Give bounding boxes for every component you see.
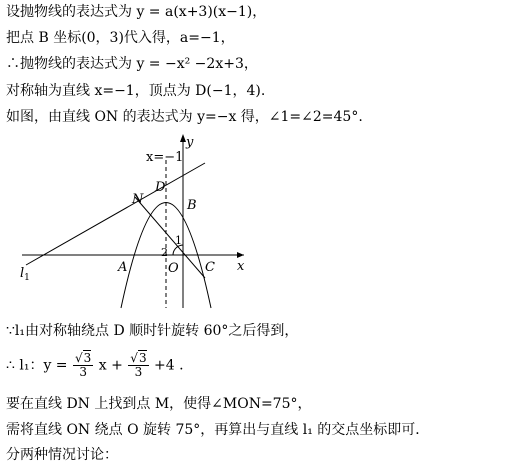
y-axis-label: y [186, 135, 194, 150]
angle-2-label: 2 [161, 246, 168, 259]
angle-arc-2 [173, 248, 176, 255]
fraction-2 [128, 352, 148, 379]
point-c-label: C [205, 260, 215, 275]
x-axis-arrow [237, 252, 244, 258]
text-line-1: 设抛物线的表达式为 y = a(x+3)(x−1)， [6, 4, 267, 20]
text-line-5: 如图，由直线 ON 的表达式为 y=−x 得，∠1=∠2=45°. [6, 109, 363, 125]
text-line-10: 分两种情况讨论： [6, 447, 118, 463]
symmetry-axis-label: x=−1 [146, 150, 184, 165]
text-line-4: 对称轴为直线 x=−1，顶点为 D(−1，4). [6, 83, 266, 99]
line-l1 [26, 163, 205, 265]
point-o-label: O [168, 261, 179, 276]
point-a-label: A [118, 260, 128, 275]
text-line-6: ∵l₁由对称轴绕点 D 顺时针旋转 60°之后得到， [6, 323, 299, 339]
text-line-3: ∴抛物线的表达式为 y = −x² −2x+3， [6, 56, 258, 72]
text-line-2: 把点 B 坐标(0，3)代入得，a=−1， [6, 30, 235, 46]
text-line-9: 需将直线 ON 绕点 O 旋转 75°，再算出与直线 l₁ 的交点坐标即可． [6, 422, 430, 438]
fraction-2-numerator: √3 [130, 351, 147, 365]
fraction-2-radicand: 3 [138, 351, 147, 365]
text-line-8: 要在直线 DN 上找到点 M，使得∠MON=75°， [6, 396, 312, 412]
fraction-1 [73, 352, 93, 379]
fraction-1-radicand: 3 [83, 351, 92, 365]
fraction-1-numerator: √3 [75, 351, 92, 365]
point-d-label: D [155, 180, 166, 195]
x-axis-label: x [237, 259, 245, 274]
angle-1-label: 1 [175, 234, 182, 247]
equation-middle: x + [98, 357, 123, 374]
line-l1-label [20, 266, 30, 283]
parabola-figure [0, 130, 260, 310]
fraction-2-denominator: 3 [134, 365, 143, 379]
fraction-1-denominator: 3 [79, 365, 87, 379]
line-l1-subscript: 1 [24, 273, 30, 283]
point-n-label: N [132, 192, 144, 207]
equation-l1 [6, 352, 184, 379]
equation-prefix: ∴ l₁：y = [6, 357, 68, 374]
point-b-label: B [187, 198, 197, 213]
equation-suffix: +4 . [154, 357, 184, 374]
line-l1-letter: l [20, 266, 25, 281]
